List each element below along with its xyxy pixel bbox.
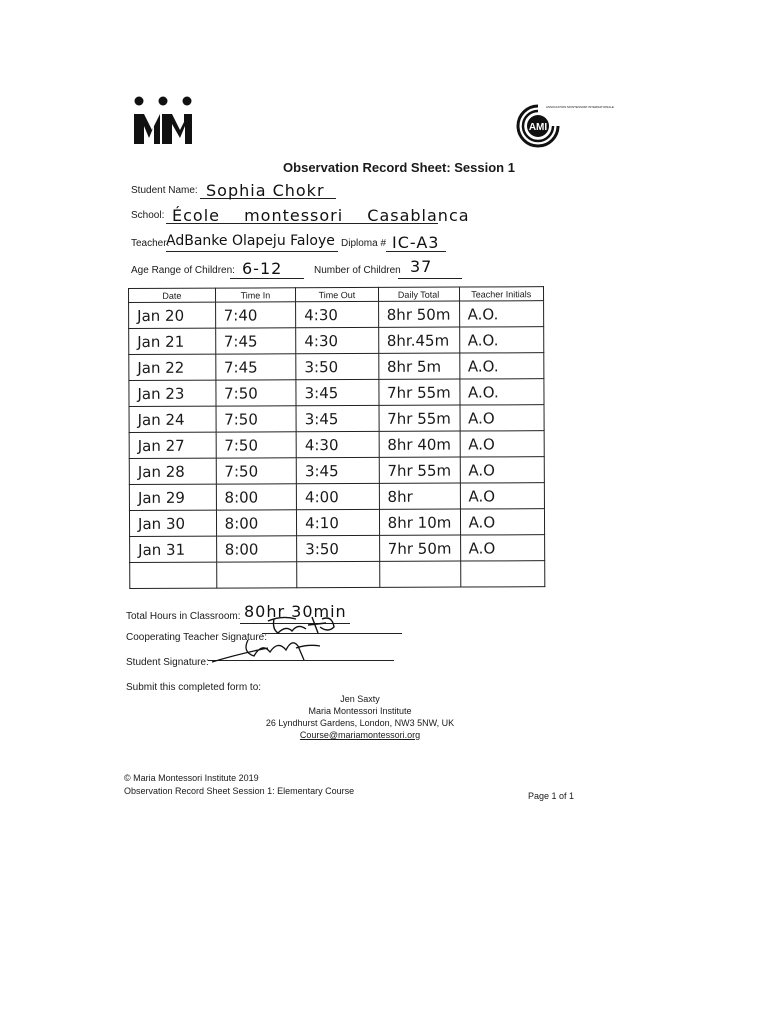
footer-page-number: Page 1 of 1 [528, 791, 575, 801]
cell-time-out: 3:45 [296, 379, 379, 405]
cell-time-in [216, 562, 297, 588]
age-range-label: Age Range of Children: [131, 265, 235, 276]
cell-time-in: 7:50 [216, 432, 297, 458]
cell-time-out: 3:50 [296, 353, 379, 379]
cell-daily-total: 7hr 55m [379, 379, 460, 405]
cell-daily-total: 8hr 10m [379, 509, 460, 535]
cell-daily-total: 7hr 50m [379, 535, 460, 561]
table-row [129, 353, 544, 381]
cell-daily-total: 8hr [379, 483, 460, 509]
ami-logo-small-text: ASSOCIATION MONTESSORI INTERNATIONALE [546, 105, 614, 109]
teacher-label: Teacher: [131, 238, 170, 249]
cell-initials: A.O [460, 483, 545, 509]
student-signature [208, 634, 328, 668]
submit-institute: Maria Montessori Institute [308, 706, 412, 716]
sheet-title: Observation Record Sheet: Session 1 [283, 160, 515, 175]
cell-time-in: 8:00 [216, 536, 297, 562]
cell-date: Jan 22 [129, 354, 216, 380]
header-time-out: Time Out [296, 287, 379, 301]
cell-initials: A.O. [459, 301, 544, 327]
table-row [129, 457, 544, 485]
total-hours-label: Total Hours in Classroom: [126, 611, 241, 622]
children-value: 37 [410, 257, 433, 276]
teacher-line [166, 251, 338, 252]
school-value: École montessori Casablanca [172, 206, 470, 225]
mmi-logo [132, 96, 194, 148]
cell-date: Jan 31 [130, 536, 217, 562]
cell-initials: A.O [460, 405, 545, 431]
footer-copyright: © Maria Montessori Institute 2019 [124, 773, 259, 783]
student-name-label: Student Name: [131, 185, 198, 196]
cell-time-in: 7:45 [215, 354, 296, 380]
cell-time-in: 7:50 [216, 406, 297, 432]
cell-time-out: 4:10 [297, 509, 380, 535]
header-daily-total: Daily Total [378, 287, 459, 301]
table-row [129, 301, 544, 329]
cell-daily-total: 8hr 40m [379, 431, 460, 457]
cell-initials: A.O [460, 431, 545, 457]
cell-initials [460, 561, 545, 587]
observation-table [128, 286, 545, 589]
cell-time-in: 7:45 [215, 328, 296, 354]
cell-date: Jan 24 [129, 406, 216, 432]
submit-label: Submit this completed form to: [126, 682, 262, 693]
cell-date: Jan 21 [129, 328, 216, 354]
table-row [129, 431, 544, 459]
cell-date [130, 562, 217, 588]
cell-date: Jan 20 [129, 302, 216, 328]
cell-time-out: 4:30 [296, 327, 379, 353]
cell-initials: A.O. [459, 353, 544, 379]
diploma-value: IC-A3 [392, 233, 440, 252]
coop-signature-label: Cooperating Teacher Signature: [126, 632, 268, 643]
table-row [130, 535, 545, 563]
age-range-line [230, 278, 304, 279]
age-range-value: 6-12 [242, 259, 283, 278]
cell-date: Jan 28 [129, 458, 216, 484]
cell-initials: A.O. [459, 379, 544, 405]
ami-logo-text: AMI [528, 122, 548, 133]
cell-daily-total: 7hr 55m [379, 457, 460, 483]
cell-time-out [297, 561, 380, 587]
cell-time-out: 4:30 [296, 431, 379, 457]
ami-logo [516, 100, 614, 154]
cell-date: Jan 27 [129, 432, 216, 458]
cell-time-in: 7:50 [216, 458, 297, 484]
cell-daily-total: 7hr 55m [379, 405, 460, 431]
table-row [129, 327, 544, 355]
submit-email-link[interactable]: Course@mariamontessori.org [299, 730, 421, 740]
cell-initials: A.O [460, 457, 545, 483]
submit-name: Jen Saxty [340, 694, 380, 704]
cell-time-out: 3:45 [296, 457, 379, 483]
cell-initials: A.O [460, 535, 545, 561]
submit-address-block [200, 693, 520, 741]
cell-daily-total [379, 561, 460, 587]
cell-daily-total: 8hr 5m [378, 353, 459, 379]
cell-time-in: 8:00 [216, 510, 297, 536]
header-date: Date [129, 288, 216, 302]
cell-date: Jan 23 [129, 380, 216, 406]
student-signature-label: Student Signature: [126, 657, 209, 668]
cell-date: Jan 30 [129, 510, 216, 536]
student-name-value: Sophia Chokr [206, 181, 325, 200]
table-row [129, 379, 544, 407]
cell-time-in: 7:50 [216, 380, 297, 406]
teacher-value: AdBanke Olapeju Faloye [166, 233, 335, 249]
total-hours-value: 80hr 30min [244, 602, 347, 621]
cell-date: Jan 29 [129, 484, 216, 510]
school-label: School: [131, 210, 165, 221]
table-row [129, 509, 544, 537]
cell-initials: A.O [460, 509, 545, 535]
table-row [129, 405, 544, 433]
children-label: Number of Children [314, 265, 401, 276]
cell-daily-total: 8hr.45m [378, 327, 459, 353]
cell-time-out: 3:50 [297, 535, 380, 561]
cell-daily-total: 8hr 50m [378, 301, 459, 327]
cell-time-out: 4:30 [296, 301, 379, 327]
table-row [129, 483, 544, 511]
cell-time-out: 3:45 [296, 405, 379, 431]
diploma-label: Diploma # [341, 238, 387, 249]
cell-initials: A.O. [459, 327, 544, 353]
cell-time-out: 4:00 [296, 483, 379, 509]
header-time-in: Time In [215, 288, 296, 302]
table-row-empty [130, 561, 545, 589]
submit-address: 26 Lyndhurst Gardens, London, NW3 5NW, UK [265, 718, 455, 728]
cell-time-in: 7:40 [215, 302, 296, 328]
header-teacher-initials: Teacher Initials [459, 287, 544, 301]
children-line [398, 278, 462, 279]
footer-course: Observation Record Sheet Session 1: Elementary Course [124, 786, 355, 796]
cell-time-in: 8:00 [216, 484, 297, 510]
